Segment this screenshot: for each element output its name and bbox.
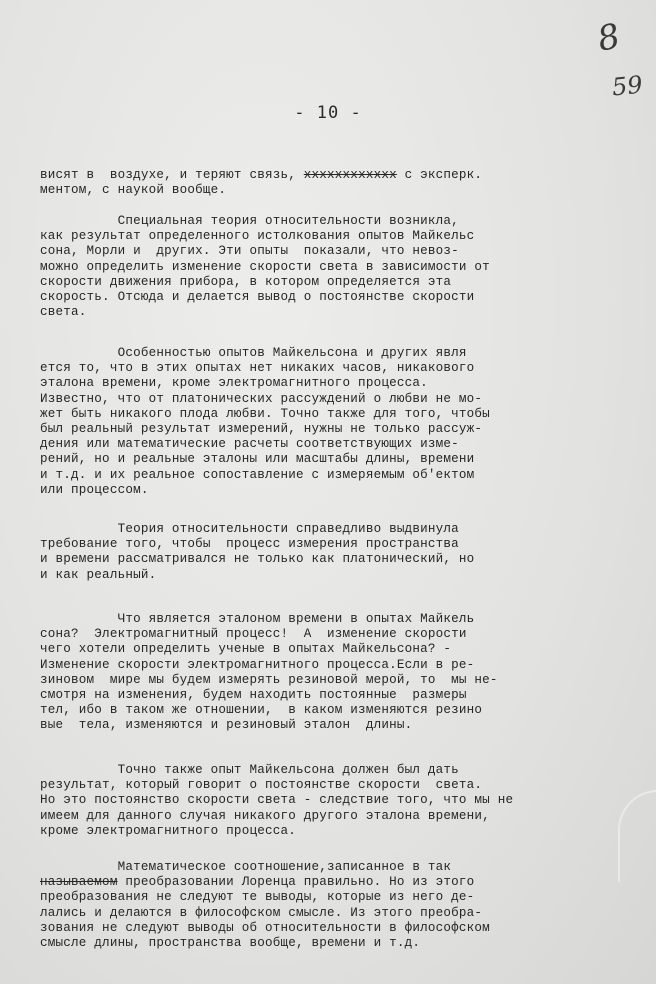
text-line: смысле длины, пространства вообще, времени и т.д.: [40, 936, 421, 951]
text-line: скорость. Отсюда и делается вывод о постоянстве скорости: [40, 290, 475, 305]
paragraph-7: [40, 860, 620, 951]
text-line: чего хотели определить ученые в опытах Майкельсона? -: [40, 642, 452, 657]
text-line: Математическое соотношение,записанное в так: [40, 860, 452, 874]
text-line: и т.д. и их реальное сопоставление с измеряемым об'ектом: [40, 467, 475, 482]
text-line: Специальная теория относительности возникла,: [40, 214, 459, 228]
struck-text: хххххххххххх: [303, 168, 397, 182]
text-line: требование того, чтобы процесс измерения пространства: [40, 537, 459, 552]
text-line: как результат определенного истолкования опытов Майкельс: [40, 229, 475, 244]
paragraph-4: [40, 522, 620, 583]
text-line: эталона времени, кроме электромагнитного процесса.: [40, 376, 428, 391]
text-line: был реальный результат измерений, нужны не только рассуж-: [40, 422, 483, 437]
paragraph-6: [40, 763, 620, 839]
page-number: - 10 -: [294, 103, 362, 123]
paragraph-3: [40, 346, 620, 498]
handwritten-sheet-number: 59: [610, 70, 644, 102]
text-line: зования не следуют выводы об относительности в философском: [40, 920, 490, 935]
text-line: смотря на изменения, будем находить постоянные размеры: [40, 688, 467, 703]
text-line: тел, ибо в таком же отношении, в каком изменяются резино: [40, 703, 483, 718]
text-line: ется то, что в этих опытах нет никаких часов, никакового: [40, 361, 475, 376]
text-line: Что является эталоном времени в опытах Майкель: [40, 612, 475, 626]
text-line: и как реальный.: [40, 567, 157, 582]
text-line: Особенностью опытов Майкельсона и других явля: [40, 346, 467, 360]
text-line: Но это постоянство скорости света - следствие того, что мы не: [40, 793, 514, 808]
text-line: называемом преобразовании Лоренца правильно. Но из этого: [40, 875, 475, 890]
text-line: Изменение скорости электромагнитного процесса.Если в ре-: [40, 657, 475, 672]
paragraph-1: [40, 168, 620, 198]
struck-text: называемом: [40, 875, 118, 890]
text-line: лались и делаются в философском смысле. Из этого преобра-: [40, 905, 483, 920]
text-line: результат, который говорит о постоянстве скорости света.: [40, 778, 483, 793]
text-line: или процессом.: [40, 482, 149, 497]
text-line: сона? Электромагнитный процесс! А изменение скорости: [40, 627, 467, 642]
text-line: жет быть никакого плода любви. Точно также для того, чтобы: [40, 406, 490, 421]
paragraph-5: [40, 612, 620, 734]
text-line: висят в воздухе, и теряют связь, хххххххххххх с эксперк.: [40, 168, 483, 182]
text-line: зиновом мире мы будем измерять резиновой мерой, то мы не-: [40, 672, 498, 687]
text-line: сона, Морли и других. Эти опыты показали, что невоз-: [40, 244, 459, 259]
text-line: преобразования не следуют те выводы, которые из него де-: [40, 890, 475, 905]
text-line: рений, но и реальные эталоны или масштабы длины, времени: [40, 452, 475, 467]
text-line: и времени рассматривался не только как платонический, но: [40, 552, 475, 567]
handwritten-mark-top: 8: [594, 16, 624, 60]
margin-pen-stroke: [618, 790, 656, 882]
text-line: вые тела, изменяются и резиновый эталон длины.: [40, 718, 413, 733]
text-line: Точно также опыт Майкельсона должен был дать: [40, 763, 459, 777]
paragraph-2: [40, 214, 620, 320]
text-line: кроме электромагнитного процесса.: [40, 823, 296, 838]
text-line: ментом, с наукой вообще.: [40, 183, 227, 198]
text-line: света.: [40, 305, 87, 320]
text-line: имеем для данного случая никакого другого эталона времени,: [40, 808, 490, 823]
text-line: скорости движения прибора, в котором определяется эта: [40, 274, 452, 289]
text-line: дения или математические расчеты соответствующих изме-: [40, 437, 459, 452]
text-line: Теория относительности справедливо выдвинула: [40, 522, 459, 536]
text-line: можно определить изменение скорости света в зависимости от: [40, 259, 490, 274]
text-line: Известно, что от платонических рассуждений о любви не мо-: [40, 391, 483, 406]
